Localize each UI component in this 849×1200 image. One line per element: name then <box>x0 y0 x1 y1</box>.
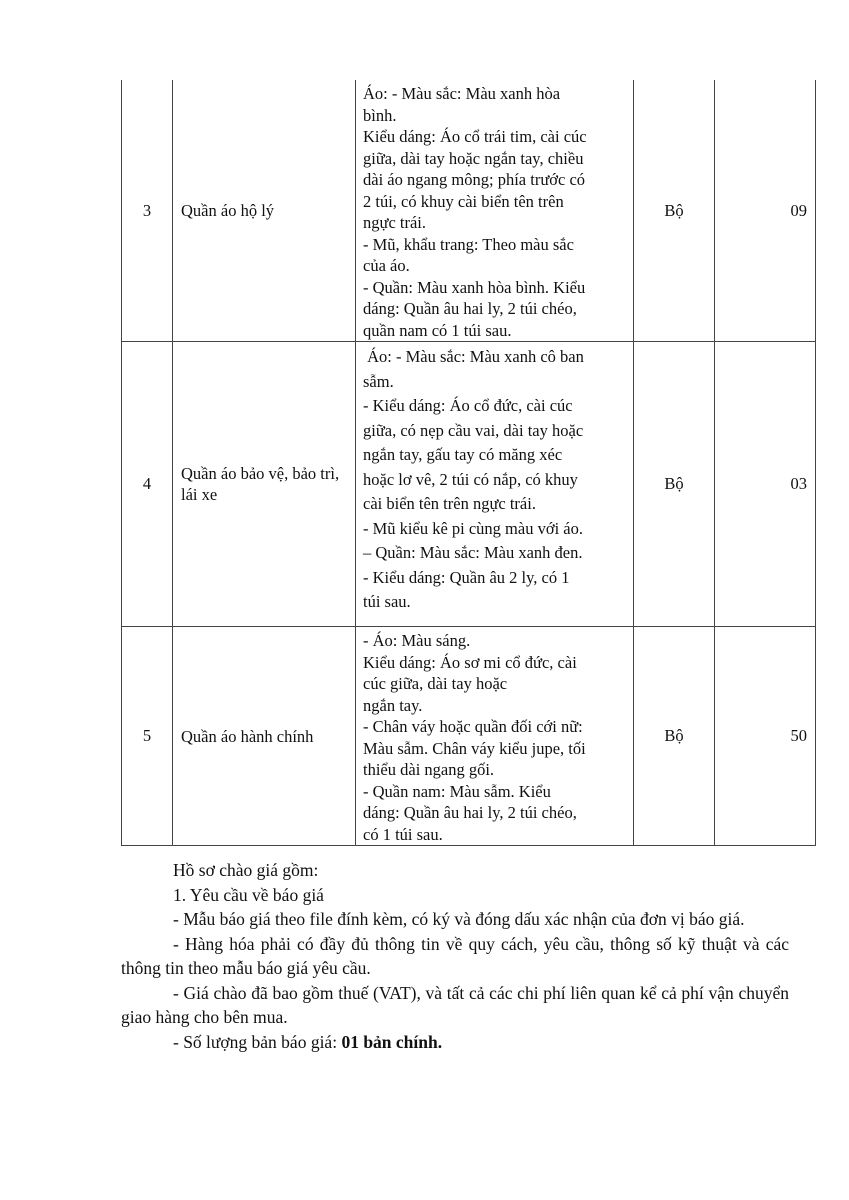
desc-line: - Quần nam: Màu sẫm. Kiểu <box>363 781 551 801</box>
desc-line: dáng: Quần âu hai ly, 2 túi chéo, <box>363 803 577 822</box>
item-description <box>356 342 634 627</box>
desc-line: - Kiểu dáng: Áo cổ đức, cài cúc <box>363 396 573 415</box>
desc-line: - Áo: Màu sáng. <box>363 631 471 650</box>
desc-line: giữa, có nẹp cầu vai, dài tay hoặc <box>363 420 584 440</box>
table-row <box>122 80 816 342</box>
row-number: 4 <box>122 342 173 627</box>
item-description <box>356 80 634 342</box>
row-number: 5 <box>122 627 173 846</box>
quantity: 09 <box>715 80 816 342</box>
requirement-text: - Số lượng bản báo giá: <box>173 1031 342 1052</box>
section-heading: Hồ sơ chào giá gồm: <box>173 860 319 880</box>
desc-line: của áo. <box>363 256 410 275</box>
desc-line: Kiểu dáng: Áo cổ trái tim, cài cúc <box>363 127 587 146</box>
desc-line: Áo: - Màu sắc: Màu xanh hòa <box>363 84 561 103</box>
desc-line: Áo: - Màu sắc: Màu xanh cô ban <box>363 347 584 366</box>
table-row <box>122 342 816 627</box>
desc-line: thiểu dài ngang gối. <box>363 760 495 779</box>
item-name: Quần áo hành chính <box>173 627 356 846</box>
desc-line: có 1 túi sau. <box>363 824 443 844</box>
desc-line: ngắn tay. <box>363 695 423 715</box>
table-row <box>122 627 816 846</box>
desc-line: Màu sẫm. Chân váy kiểu jupe, tối <box>363 738 586 758</box>
desc-line: giữa, dài tay hoặc ngắn tay, chiều <box>363 148 584 168</box>
desc-line: - Chân váy hoặc quần đối cới nữ: <box>363 717 583 736</box>
specification-table <box>121 80 816 846</box>
desc-line: túi sau. <box>363 592 411 611</box>
requirement-paragraph: - Hàng hóa phải có đầy đủ thông tin về quy cách, yêu cầu, thông số kỹ thuật và các thông tin theo mẫu báo giá yêu cầu. <box>121 933 789 978</box>
quantity: 03 <box>715 342 816 627</box>
desc-line: dáng: Quần âu hai ly, 2 túi chéo, <box>363 299 577 318</box>
unit: Bộ <box>634 80 715 342</box>
item-name: Quần áo bảo vệ, bảo trì, lái xe <box>173 342 356 627</box>
requirement-paragraph: - Giá chào đã bao gồm thuế (VAT), và tất cả các chi phí liên quan kể cả phí vận chuyển giao hàng cho bên mua. <box>121 982 789 1027</box>
desc-line: - Kiểu dáng: Quần âu 2 ly, có 1 <box>363 567 570 587</box>
desc-line: dài áo ngang mông; phía trước có <box>363 170 586 189</box>
desc-line: quần nam có 1 túi sau. <box>363 320 512 340</box>
desc-line: cúc giữa, dài tay hoặc <box>363 674 508 693</box>
unit: Bộ <box>634 342 715 627</box>
desc-line: ngực trái. <box>363 213 427 232</box>
desc-line: 2 túi, có khuy cài biển tên trên <box>363 191 564 211</box>
unit: Bộ <box>634 627 715 846</box>
desc-line: bình. <box>363 105 397 125</box>
item-name: Quần áo hộ lý <box>173 80 356 342</box>
desc-line: - Mũ, khẩu trang: Theo màu sắc <box>363 234 574 254</box>
item-description <box>356 627 634 846</box>
requirement-paragraph: - Mẫu báo giá theo file đính kèm, có ký và đóng dấu xác nhận của đơn vị báo giá. <box>173 909 745 929</box>
desc-line: cài biển tên trên ngực trái. <box>363 494 536 513</box>
desc-line: hoặc lơ vê, 2 túi có nắp, có khuy <box>363 469 578 489</box>
requirement-paragraph <box>121 1030 789 1055</box>
quantity: 50 <box>715 627 816 846</box>
numbered-item: 1. Yêu cầu về báo giá <box>173 884 324 905</box>
desc-line: - Mũ kiểu kê pi cùng màu với áo. <box>363 518 583 538</box>
desc-line: ngắn tay, gấu tay có măng xéc <box>363 445 563 464</box>
desc-line: – Quần: Màu sắc: Màu xanh đen. <box>363 543 583 562</box>
desc-line: - Quần: Màu xanh hòa bình. Kiểu <box>363 277 586 297</box>
desc-line: Kiểu dáng: Áo sơ mi cổ đức, cài <box>363 652 577 672</box>
requirement-emphasis: 01 bản chính. <box>341 1031 443 1052</box>
row-number: 3 <box>122 80 173 342</box>
desc-line: sẫm. <box>363 371 394 391</box>
quotation-requirements <box>121 858 789 1054</box>
